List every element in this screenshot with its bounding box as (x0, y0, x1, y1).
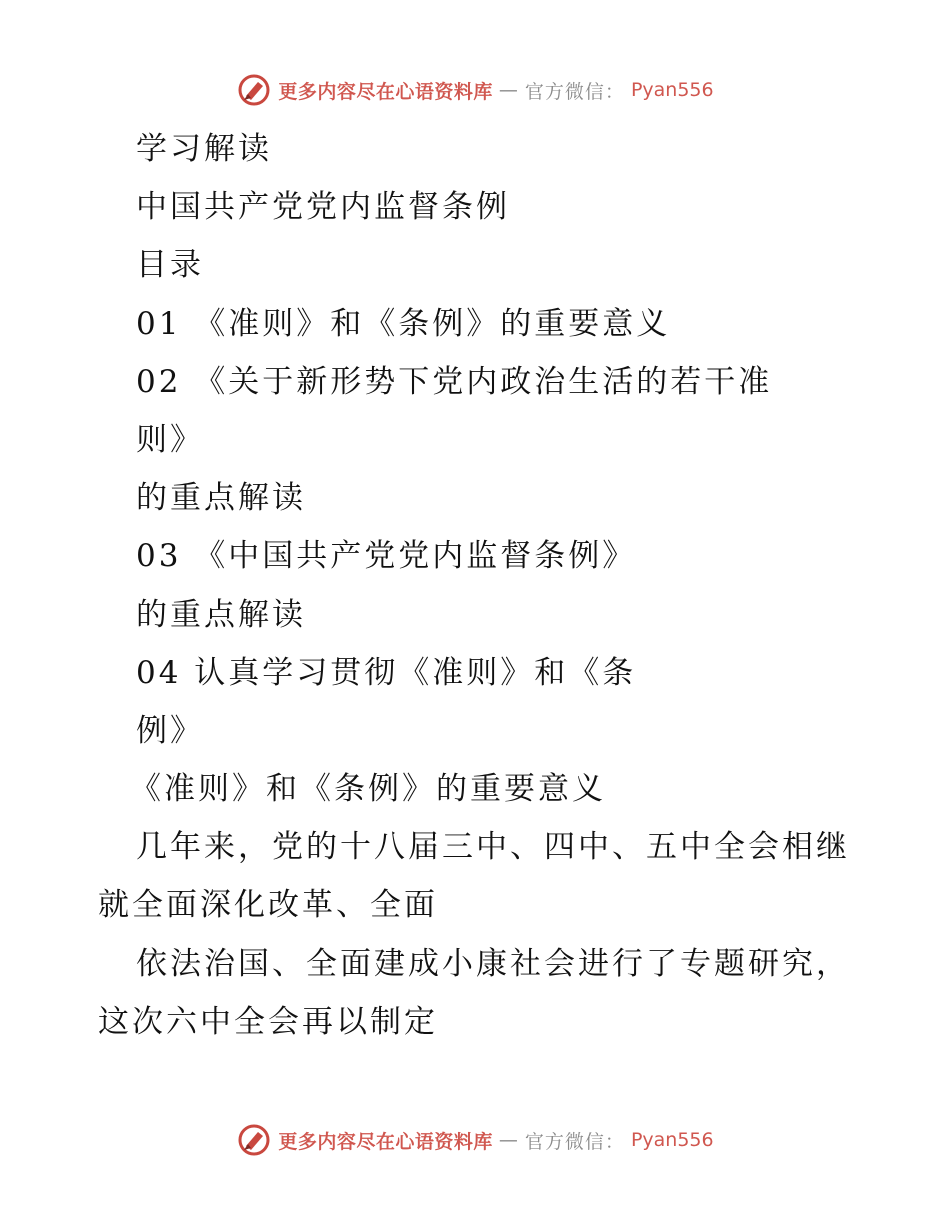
watermark-site-text: 更多内容尽在心语资料库 (278, 1130, 493, 1153)
paragraph-line: 这次六中全会再以制定 (98, 1003, 438, 1040)
toc-item-04: 04 认真学习贯彻《准则》和《条 (136, 654, 637, 691)
watermark-site-text: 更多内容尽在心语资料库 (278, 80, 493, 103)
toc-item-02-cont: 的重点解读 (136, 480, 306, 517)
pen-logo-icon (236, 1122, 272, 1158)
watermark-wechat-label: 官方微信： (524, 80, 625, 103)
pen-logo-icon (236, 72, 272, 108)
toc-item-01: 01 《准则》和《条例》的重要意义 (136, 305, 671, 342)
doc-line: 学习解读 (136, 131, 272, 167)
toc-item-04-cont: 例》 (136, 712, 204, 749)
toc-item-02-cont: 则》 (136, 421, 204, 458)
toc-item-02: 02 《关于新形势下党内政治生活的若干准 (136, 363, 773, 400)
watermark-wechat-label: 官方微信： (524, 1130, 625, 1153)
paragraph-line: 就全面深化改革、全面 (98, 887, 438, 924)
toc-item-03: 03 《中国共产党党内监督条例》 (136, 538, 637, 575)
watermark-header (0, 70, 950, 110)
watermark-footer (0, 1120, 950, 1160)
paragraph-line: 几年来，党的十八届三中、四中、五中全会相继 (136, 829, 850, 866)
watermark-dash: — (498, 1129, 519, 1151)
doc-title: 中国共产党党内监督条例 (136, 189, 510, 226)
document-body (98, 120, 868, 1051)
paragraph-line: 依法治国、全面建成小康社会进行了专题研究， (136, 945, 850, 982)
toc-heading: 目录 (136, 247, 204, 284)
toc-item-03-cont: 的重点解读 (136, 596, 306, 633)
watermark-wechat-id: Pyan556 (630, 79, 714, 101)
watermark-wechat-id: Pyan556 (630, 1129, 714, 1151)
section-heading: 《准则》和《条例》的重要意义 (130, 771, 606, 808)
watermark-dash: — (498, 79, 519, 101)
